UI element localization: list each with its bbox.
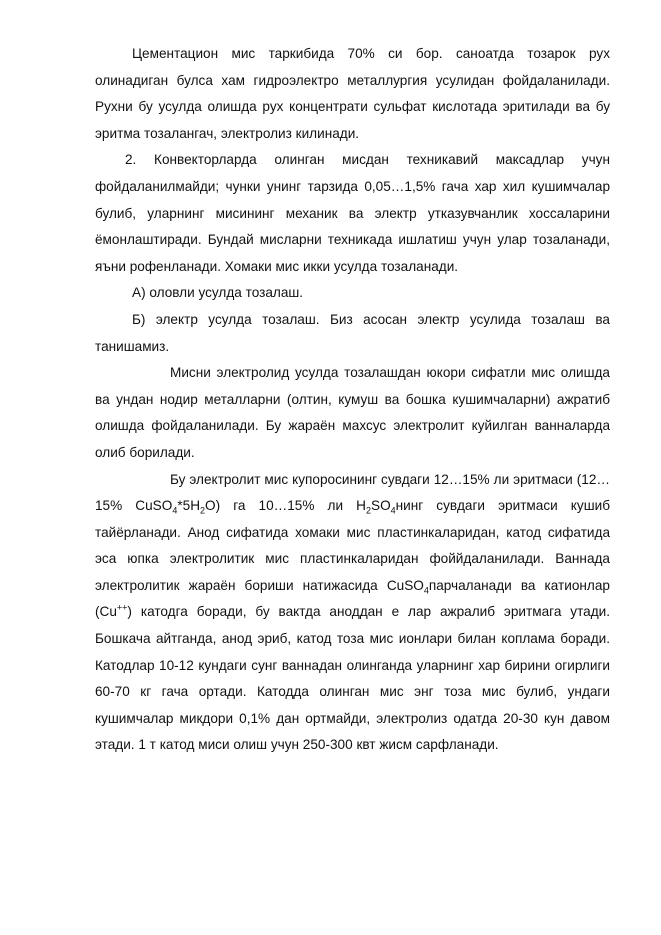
paragraph-electrolyte-process: Бу электролит мис купоросининг сувдаги 12…15% ли эритмаси (12…15% $CuSO_4*5H_2O$) га 10…15% ли $H_2SO_4нинг$ сувдаги эритмаси кушиб тайёрланади. Анод сифатида хомаки мис пластинкаларидан, катод сифатида эса юпка электролитик мис пластинкаларидан фоййдаланилади. Ваннада электролитик жараён бориши натижасида CuSO$_4$парчаланади ва катионлар (Cu++) катодга боради, бу вактда аноддан е лар ажралиб эритмага утади. Бошкача айтганда, анод эриб, катод тоза мис ионлари билан коплама боради. Катодлар 10-12 кундаги сунг ваннадан олинганда уларнинг хар бирини огирлиги 60-70 кг гача ортади. Катодда олинган мис энг тоза мис булиб, ундаги кушимчалар микдори 0,1% дан ортмайди, электролиз одатда 20-30 кун давом этади. 1 т катод миси олиш учун 250-300 квт жисм сарфланади. (95, 471, 610, 753)
paragraph-zinc-hydrometallurgy: Цементацион мис таркибида 70% си бор. саноатда тозарок рух олинадиган булса хам гидроэлектро металлургия усулидан фойдаланилади. Рухни бу усулда олишда рух концентрати сульфат кислотада эритилади ва бу эритма тозалангач, электролиз килинади. (95, 46, 610, 141)
document-body (95, 41, 610, 759)
paragraph-method-a: А) оловли усулда тозалаш. (132, 285, 304, 301)
paragraph-converter-copper: 2. Конвекторларда олинган мисдан техникавий максадлар учун фойдаланилмайди; чунки унинг тарзида 0,05…1,5% гача хар хил кушимчалар булиб, уларнинг мисининг механик ва электр утказувчанлик хоссаларини ёмонлаштиради. Бундай мисларни техникада ишлатиш учун улар тозаланади, яъни рофенланади. Хомаки мис икки усулда тозаланади. (95, 152, 610, 274)
paragraph-method-b: Б) электр усулда тозалаш. Биз асосан электр усулида тозалаш ва танишамиз. (95, 311, 610, 354)
paragraph-electrolytic-refining: Мисни электролид усулда тозалашдан юкори сифатли мис олишда ва ундан нодир металларни (олтин, кумуш ва бошка кушимчаларни) ажратиб олишда фойдаланилади. Бу жараён махсус электролит куйилган ванналарда олиб борилади. (95, 365, 610, 460)
